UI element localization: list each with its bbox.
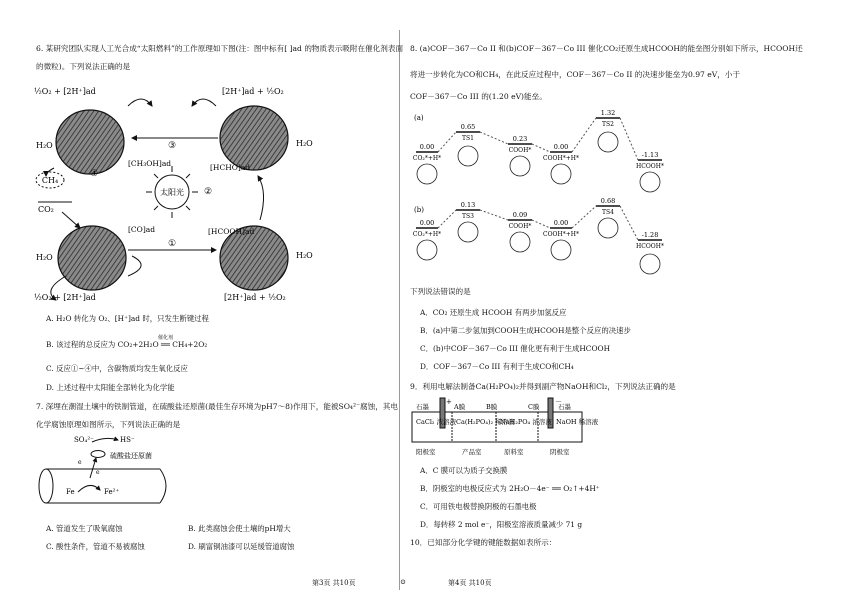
pipe-left-end bbox=[39, 469, 53, 503]
hcho-label: [HCHO]ad bbox=[210, 163, 251, 172]
panel-b-label: (b) bbox=[414, 206, 424, 214]
q9-stem: 9．利用电解法制备Ca(H₂PO₄)₂并得到副产物NaOH和Cl₂，下列说法正确的是 bbox=[410, 382, 676, 391]
a-molecule-0 bbox=[417, 164, 437, 184]
plus-sign: + bbox=[446, 398, 452, 406]
b-molecule-4 bbox=[598, 218, 618, 238]
b-energy-3: 0.00 bbox=[553, 219, 569, 227]
q8-option-b: B．(a)中第二步氢加到COOH生成HCOOH是整个反应的决速步 bbox=[420, 326, 631, 335]
catalyst-sphere-top-left bbox=[56, 110, 124, 174]
electron-label-2: e bbox=[96, 469, 100, 476]
b-state-4: TS4 bbox=[602, 209, 614, 216]
ch4-label: CH₄ bbox=[41, 176, 59, 185]
o2-top-left: ½O₂ + [2H⁺]ad bbox=[34, 87, 96, 96]
a-state-5: HCOOH* bbox=[636, 163, 664, 170]
panel-a bbox=[413, 109, 664, 192]
q8-stem-line3: COF－367－Co III 的(1.20 eV)能垒。 bbox=[410, 92, 547, 101]
q7-option-b: B. 此类腐蚀会使土壤的pH增大 bbox=[188, 524, 291, 533]
o2-bottom-right: [2H⁺]ad + ½O₂ bbox=[224, 293, 286, 302]
hs-label: HS⁻ bbox=[120, 436, 135, 444]
hcooh-label: [HCOOH]ad bbox=[208, 227, 255, 236]
room-product: 产品室 bbox=[462, 448, 482, 456]
solution-3: NaH₂PO₄ 浓溶液 bbox=[500, 418, 552, 426]
q7-option-c: C. 酸性条件，管道不易被腐蚀 bbox=[46, 542, 145, 551]
q9-option-d: D．每转移 2 mol e⁻，阳极室溶液质量减少 71 g bbox=[420, 520, 583, 529]
co2-label: CO₂ bbox=[38, 205, 54, 214]
q7-stem-line2: 化学腐蚀原理如图所示，下列说法正确的是 bbox=[36, 420, 181, 429]
a-energy-4: 1.32 bbox=[600, 109, 616, 117]
a-energy-2: 0.23 bbox=[512, 135, 528, 143]
solution-4: NaOH 稀溶液 bbox=[556, 418, 599, 426]
page-number-right: 第4页 共10页 bbox=[448, 579, 492, 587]
step-2-label: ② bbox=[203, 187, 213, 197]
b-molecule-2 bbox=[510, 232, 530, 252]
a-state-1: TS1 bbox=[462, 135, 474, 142]
b-state-5: HCOOH* bbox=[636, 243, 664, 250]
panel-a-label: (a) bbox=[414, 114, 424, 122]
room-raw: 原料室 bbox=[504, 448, 524, 456]
bacteria-label: 硫酸盐还原菌 bbox=[110, 452, 152, 460]
a-energy-1: 0.65 bbox=[460, 123, 476, 131]
page-center-mark: ⊙ bbox=[400, 578, 406, 586]
q7-pipe-diagram bbox=[34, 434, 194, 510]
minus-sign: － bbox=[555, 398, 562, 406]
b-state-1: TS3 bbox=[462, 213, 474, 220]
b-state-2: COOH* bbox=[508, 223, 532, 230]
b-state-0: CO₂*+H* bbox=[412, 231, 442, 238]
q6-option-b: B. 该过程的总反应为 CO₂+2H₂O ══ CH₄+2O₂ bbox=[46, 340, 208, 349]
b-energy-5: -1.28 bbox=[641, 231, 659, 239]
sun-label: 太阳光 bbox=[160, 188, 184, 197]
q6-stem-line2: 的微粒)。下列说法正确的是 bbox=[36, 62, 131, 71]
bacteria-icon bbox=[91, 451, 105, 458]
fe2-label: Fe²⁺ bbox=[104, 488, 120, 496]
q6-cycle-diagram bbox=[32, 80, 332, 308]
a-state-2: COOH* bbox=[508, 147, 532, 154]
o2-bottom-left: ½O₂ + [2H⁺]ad bbox=[34, 293, 96, 302]
h2o-right-top: H₂O bbox=[296, 139, 313, 148]
b-molecule-0 bbox=[417, 240, 437, 260]
b-energy-2: 0.09 bbox=[512, 211, 528, 219]
q8-stem-line2: 将进一步转化为CO和CH₄，在此反应过程中，COF－367－Co II 的决速步能垒为0.97 eV，小于 bbox=[410, 70, 741, 79]
q8-energy-diagram bbox=[410, 108, 678, 278]
page-number-left: 第3页 共10页 bbox=[312, 579, 356, 587]
solution-2: Ca(H₂PO₄)₂ 稀溶液 bbox=[456, 418, 515, 426]
a-energy-3: 0.00 bbox=[553, 143, 569, 151]
q9-option-a: A．C 膜可以为质子交换膜 bbox=[420, 466, 508, 475]
q7-option-a: A. 管道发生了吸氧腐蚀 bbox=[46, 524, 123, 533]
b-molecule-5 bbox=[640, 254, 660, 274]
solution-1: CaCl₂ 浓溶液 bbox=[416, 418, 457, 426]
q6-option-a: A. H₂O 转化为 O₂、[H⁺]ad 时，只发生断键过程 bbox=[46, 314, 209, 323]
right-page bbox=[410, 0, 860, 608]
a-molecule-1 bbox=[458, 146, 478, 166]
q8-option-d: D．COF－367－Co III 有利于生成CO和CH₄ bbox=[420, 362, 574, 371]
catalyst-sphere-top-right bbox=[220, 106, 288, 170]
o2-top-right: [2H⁺]ad + ½O₂ bbox=[222, 87, 284, 96]
q6-option-c: C. 反应①~④中，含碳物质均发生氧化反应 bbox=[46, 364, 188, 373]
a-energy-0: 0.00 bbox=[419, 143, 435, 151]
q9-option-b: B．阴极室的电极反应式为 2H₂O－4e⁻ ══ O₂↑+4H⁺ bbox=[420, 484, 600, 493]
q9-option-c: C．可用铁电极替换阴极的石墨电极 bbox=[420, 502, 537, 511]
a-state-3: COOH*+H* bbox=[543, 155, 579, 162]
h2o-right-bottom: H₂O bbox=[296, 251, 313, 260]
electron-label-1: e bbox=[78, 459, 82, 466]
right-electrode-label: 石墨 bbox=[558, 403, 571, 411]
q7-stem-line1: 7. 深埋在潮湿土壤中的铁制管道，在硫酸盐还原菌(最佳生存环境为pH7～8)作用下，能被SO₄²⁻腐蚀，其电 bbox=[36, 402, 398, 411]
a-molecule-3 bbox=[551, 164, 571, 184]
room-anode: 阳极室 bbox=[416, 448, 436, 456]
b-energy-4: 0.68 bbox=[600, 197, 616, 205]
q9-electrolysis-cell bbox=[410, 396, 599, 460]
step-4-label: ④ bbox=[89, 169, 99, 179]
q6-option-d: D. 上述过程中太阳能全部转化为化学能 bbox=[46, 383, 175, 392]
b-state-3: COOH*+H* bbox=[543, 231, 579, 238]
b-molecule-1 bbox=[458, 222, 478, 242]
step-1-label: ① bbox=[167, 239, 177, 249]
co-label: [CO]ad bbox=[128, 225, 156, 234]
h2o-left-top: H₂O bbox=[36, 141, 53, 150]
membrane-a: A膜 bbox=[454, 403, 466, 411]
q8-stem-line1: 8. (a)COF－367－Co II 和(b)COF－367－Co III 催化CO₂还原生成HCOOH的能垒图分别如下所示，HCOOH还 bbox=[410, 44, 803, 53]
fe-label: Fe bbox=[66, 488, 75, 496]
left-electrode-label: 石墨 bbox=[416, 403, 429, 411]
b-energy-1: 0.13 bbox=[460, 201, 476, 209]
q8-option-a: A．CO₂ 还原生成 HCOOH 有两步加氢反应 bbox=[420, 308, 567, 317]
room-cathode: 阴极室 bbox=[550, 448, 570, 456]
b-molecule-3 bbox=[551, 240, 571, 260]
ch3oh-label: [CH₃OH]ad bbox=[128, 159, 172, 168]
a-molecule-5 bbox=[640, 172, 660, 192]
q7-option-d: D. 刷富铜油漆可以延缓管道腐蚀 bbox=[188, 542, 295, 551]
catalyst-condition: 催化剂 bbox=[158, 335, 174, 341]
a-energy-5: -1.13 bbox=[641, 151, 659, 159]
a-state-0: CO₂*+H* bbox=[412, 155, 442, 162]
a-molecule-4 bbox=[598, 132, 618, 152]
a-state-4: TS2 bbox=[602, 121, 614, 128]
step-3-label: ③ bbox=[167, 141, 177, 151]
q8-option-c: C．(b)中COF－367－Co III 催化更有利于生成HCOOH bbox=[420, 344, 611, 353]
h2o-left-bottom: H₂O bbox=[36, 253, 53, 262]
membrane-c: C膜 bbox=[528, 403, 540, 411]
catalyst-sphere-bottom-left bbox=[58, 226, 126, 290]
so4-label: SO₄²⁻ bbox=[74, 436, 94, 444]
membrane-b: B膜 bbox=[486, 403, 498, 411]
panel-b bbox=[413, 197, 664, 274]
q6-stem-line1: 6. 某研究团队实现人工光合成“太阳燃料”的工作原理如下图(注：图中标有[ ]ad 的物质表示吸附在催化剂表面 bbox=[36, 44, 404, 53]
q8-prompt: 下列说法错误的是 bbox=[410, 287, 471, 296]
b-energy-0: 0.00 bbox=[419, 219, 435, 227]
q10-stem: 10．已知部分化学键的键能数据如表所示： bbox=[410, 538, 557, 547]
a-molecule-2 bbox=[510, 156, 530, 176]
